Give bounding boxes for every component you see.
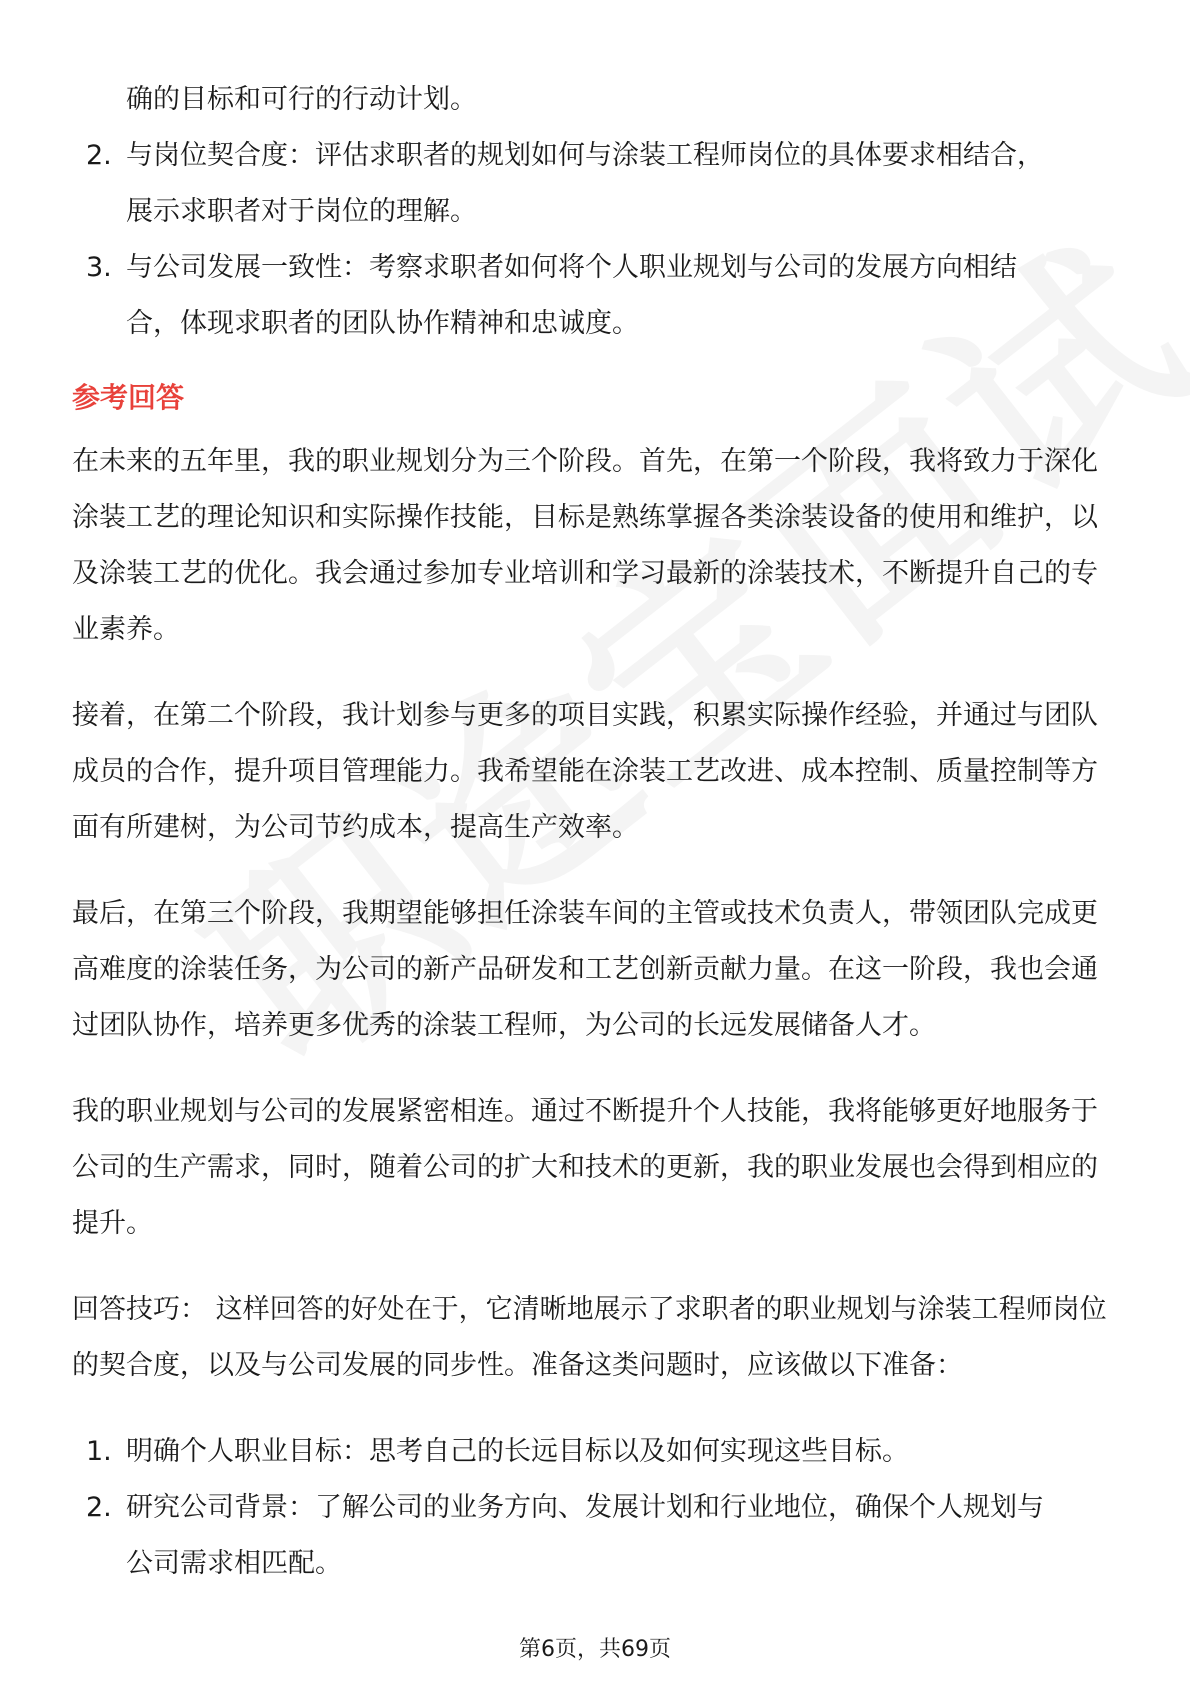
page-content (72, 72, 1122, 1592)
list-item-text-cont: 公司需求相匹配。 (126, 1548, 342, 1579)
list-item (72, 240, 1122, 352)
tips-list (72, 1424, 1122, 1592)
list-item-text: 与公司发展一致性：考察求职者如何将个人职业规划与公司的发展方向相结 (126, 252, 1017, 283)
list-number: 1. (86, 1436, 112, 1467)
list-item (72, 128, 1122, 240)
list-number: 3. (86, 252, 112, 283)
paragraph: 接着，在第二个阶段，我计划参与更多的项目实践，积累实际操作经验，并通过与团队成员的合作，提升项目管理能力。我希望能在涂装工艺改进、成本控制、质量控制等方面有所建树，为公司节约成本，提高生产效率。 (72, 700, 1098, 843)
list-item-continuation: 确的目标和可行的行动计划。 (126, 84, 477, 115)
list-number: 2. (86, 140, 112, 171)
list-item-text: 与岗位契合度：评估求职者的规划如何与涂装工程师岗位的具体要求相结合， (126, 140, 1044, 171)
paragraph: 最后，在第三个阶段，我期望能够担任涂装车间的主管或技术负责人，带领团队完成更高难度的涂装任务，为公司的新产品研发和工艺创新贡献力量。在这一阶段，我也会通过团队协作，培养更多优秀的涂装工程师，为公司的长远发展储备人才。 (72, 898, 1098, 1041)
section-title: 参考回答 (72, 381, 185, 414)
paragraph: 我的职业规划与公司的发展紧密相连。通过不断提升个人技能，我将能够更好地服务于公司的生产需求，同时，随着公司的扩大和技术的更新，我的职业发展也会得到相应的提升。 (72, 1096, 1098, 1239)
list-number: 2. (86, 1492, 112, 1523)
list-item (72, 1480, 1122, 1592)
page-footer: 第6页，共69页 (519, 1637, 671, 1662)
paragraph: 在未来的五年里，我的职业规划分为三个阶段。首先，在第一个阶段，我将致力于深化涂装工艺的理论知识和实际操作技能，目标是熟练掌握各类涂装设备的使用和维护，以及涂装工艺的优化。我会通过参加专业培训和学习最新的涂装技术，不断提升自己的专业素养。 (72, 446, 1098, 645)
list-item-text: 研究公司背景：了解公司的业务方向、发展计划和行业地位，确保个人规划与 (126, 1492, 1044, 1523)
evaluation-criteria-list (72, 128, 1122, 352)
list-item-text-cont: 展示求职者对于岗位的理解。 (126, 196, 477, 227)
list-item (72, 1424, 1122, 1480)
list-item-text: 明确个人职业目标：思考自己的长远目标以及如何实现这些目标。 (126, 1436, 909, 1467)
list-item-text-cont: 合，体现求职者的团队协作精神和忠诚度。 (126, 308, 639, 339)
answer-tips-paragraph: 回答技巧： 这样回答的好处在于，它清晰地展示了求职者的职业规划与涂装工程师岗位的契合度，以及与公司发展的同步性。准备这类问题时，应该做以下准备： (72, 1294, 1107, 1381)
